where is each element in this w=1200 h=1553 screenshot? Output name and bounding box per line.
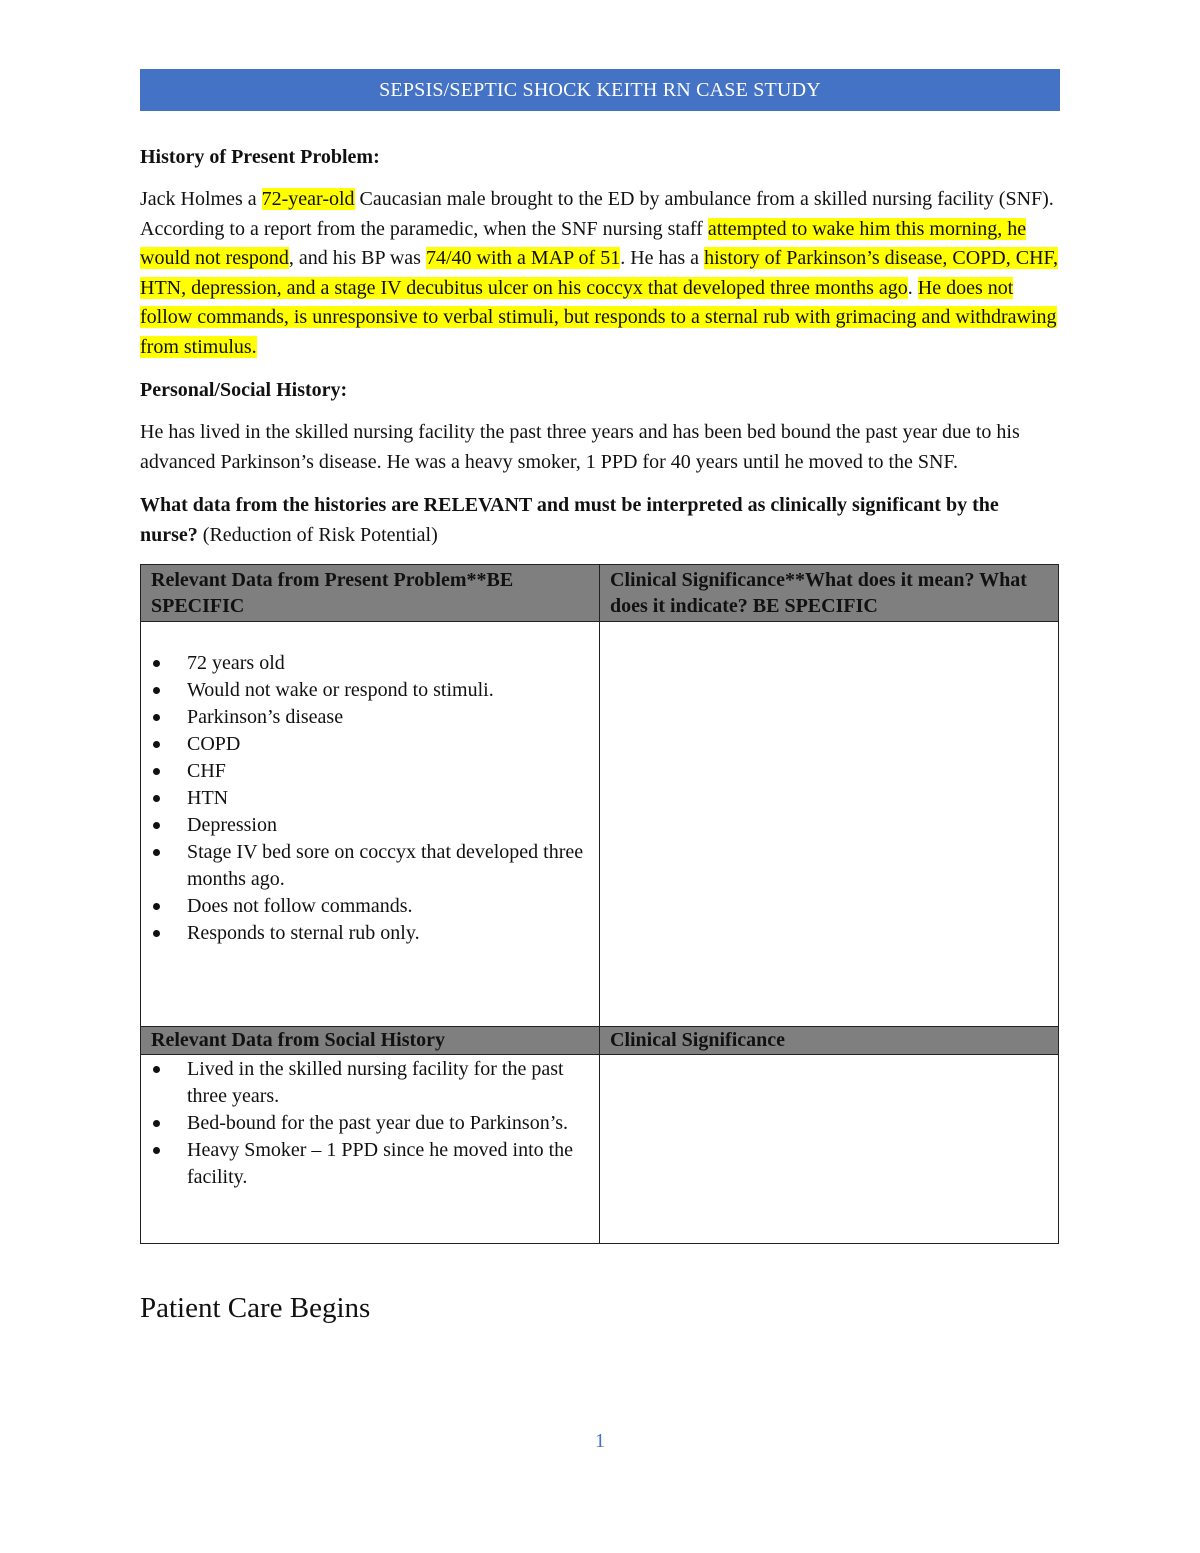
social-significance-cell[interactable] xyxy=(600,1055,1059,1244)
history-text: Caucasian male brought to the ED by ambulance from a skilled nursing facility (SNF). According to a report from the paramedic, when the SNF nursing staff xyxy=(140,188,1054,240)
header-social-history: Relevant Data from Social History xyxy=(141,1027,600,1055)
highlighted-text: 74/40 with a MAP of 51 xyxy=(425,247,621,269)
list-item: Would not wake or respond to stimuli. xyxy=(151,677,589,704)
list-item: CHF xyxy=(151,758,589,785)
social-data-list xyxy=(151,1056,589,1191)
table-header-row-present xyxy=(141,565,1059,622)
highlighted-text: 72-year-old xyxy=(261,188,355,210)
history-text: , and his BP was xyxy=(288,247,426,269)
list-item: 72 years old xyxy=(151,650,589,677)
present-data-cell xyxy=(141,622,600,1027)
relevance-question xyxy=(140,491,1060,550)
page-number: 1 xyxy=(595,1430,605,1452)
list-item: Depression xyxy=(151,812,589,839)
table-row-present xyxy=(141,622,1059,1027)
table-header-row-social xyxy=(141,1027,1059,1055)
list-item: Lived in the skilled nursing facility for the past three years. xyxy=(151,1056,589,1110)
social-heading: Personal/Social History: xyxy=(140,379,348,401)
list-item: COPD xyxy=(151,731,589,758)
list-item: Stage IV bed sore on coccyx that developed three months ago. xyxy=(151,839,589,893)
social-data-cell xyxy=(141,1055,600,1244)
history-heading: History of Present Problem: xyxy=(140,146,380,168)
list-item: Does not follow commands. xyxy=(151,893,589,920)
question-normal-text: (Reduction of Risk Potential) xyxy=(197,523,438,546)
present-significance-cell[interactable] xyxy=(600,622,1059,1027)
header-present-problem: Relevant Data from Present Problem**BE SPECIFIC xyxy=(141,565,600,622)
list-item: Responds to sternal rub only. xyxy=(151,920,589,947)
relevant-data-table xyxy=(140,564,1059,1244)
highlighted-text: He does not follow commands, is unresponsive to verbal stimuli, but responds to a sternal rub with grimacing and withdrawing from stimulus. xyxy=(140,276,1057,358)
history-paragraph xyxy=(140,185,1060,362)
header-clinical-significance-2: Clinical Significance xyxy=(600,1027,1059,1055)
document-header-bar xyxy=(140,69,1060,111)
list-item: Heavy Smoker – 1 PPD since he moved into the facility. xyxy=(151,1137,589,1191)
list-item: Bed-bound for the past year due to Parkinson’s. xyxy=(151,1110,589,1137)
social-paragraph: He has lived in the skilled nursing facility the past three years and has been bed bound the past year due to his advanced Parkinson’s disease. He was a heavy smoker, 1 PPD for 40 years until he moved to the SNF. xyxy=(140,421,1020,473)
header-clinical-significance-1: Clinical Significance**What does it mean? What does it indicate? BE SPECIFIC xyxy=(600,565,1059,622)
present-data-list xyxy=(151,650,589,947)
table-row-social xyxy=(141,1055,1059,1244)
history-text: . xyxy=(907,276,918,299)
highlighted-text: attempted to wake him this morning, he would not respond xyxy=(140,217,1027,269)
document-title: SEPSIS/SEPTIC SHOCK KEITH RN CASE STUDY xyxy=(379,78,821,101)
list-item: HTN xyxy=(151,785,589,812)
document-page xyxy=(140,69,1060,1326)
section-title: Patient Care Begins xyxy=(140,1292,371,1324)
history-text: Jack Holmes a xyxy=(140,188,262,210)
list-item: Parkinson’s disease xyxy=(151,704,589,731)
highlighted-text: history of Parkinson’s disease, COPD, CHF, HTN, depression, and a stage IV decubitus ulcer on his coccyx that developed three months ago xyxy=(140,247,1059,299)
history-text: . He has a xyxy=(620,247,705,269)
question-bold-text: What data from the histories are RELEVANT and must be interpreted as clinically significant by the nurse? xyxy=(140,494,999,546)
